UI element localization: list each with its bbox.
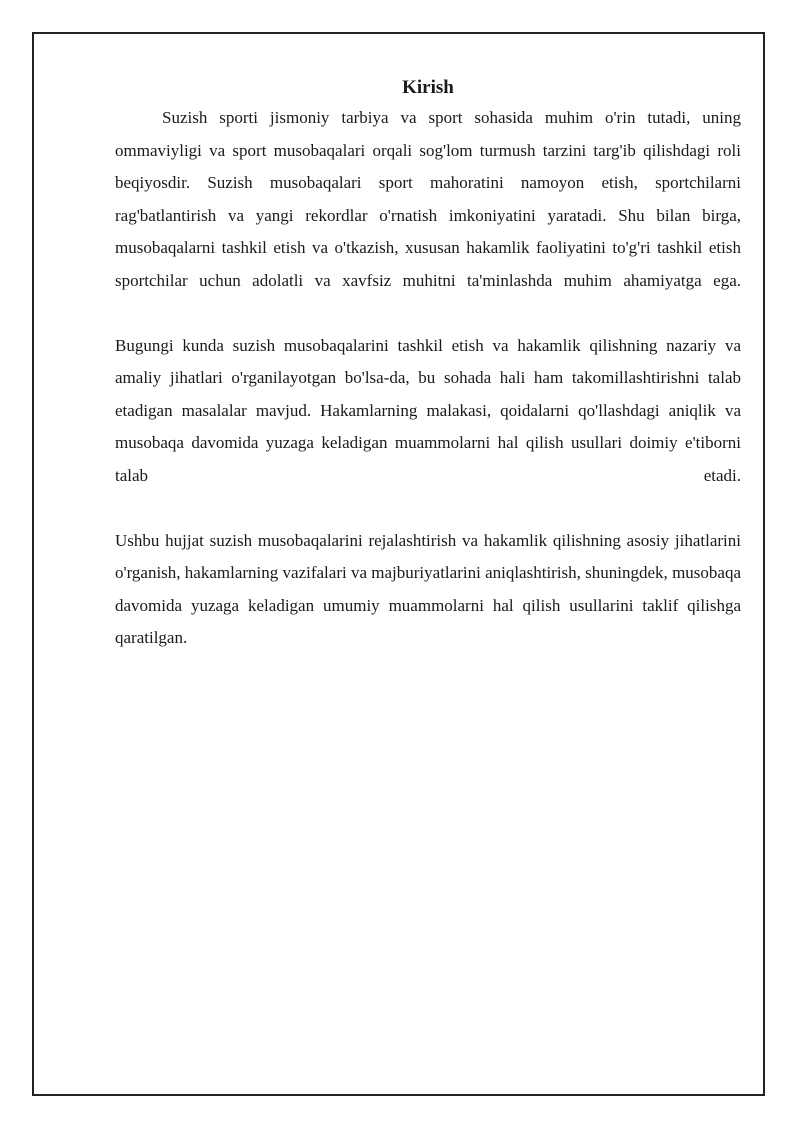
paragraph-problems: Bugungi kunda suzish musobaqalarini tashkil etish va hakamlik qilishning nazariy va amaliy jihatlari o'rganilayotgan bo'lsa-da, bu sohada hali ham takomillashtirishni talab etadigan masalalar mavjud. Hakamlarning malakasi, qoidalarni qo'llashdagi aniqlik va musobaqa davomida yuzaga keladigan muammolarni hal qilish usullari doimiy e'tiborni talab etadi. <box>115 335 741 485</box>
paragraph-gap <box>115 493 741 525</box>
paragraph-gap <box>115 298 741 330</box>
document-body <box>115 74 741 655</box>
document-title: Kirish <box>402 77 454 98</box>
paragraph-intro: Suzish sporti jismoniy tarbiya va sport sohasida muhim o'rin tutadi, uning ommaviyligi va sport musobaqalari orqali sog'lom turmush tarzini targ'ib qilishdagi roli beqiyosdir. Suzish musobaqalari sport mahoratini namoyon etish, sportchilarni rag'batlantirish va yangi rekordlar o'rnatish imkoniyatini yaratadi. Shu bilan birga, musobaqalarni tashkil etish va o'tkazish, xususan hakamlik faoliyatini to'g'ri tashkil etish sportchilar uchun adolatli va xavfsiz muhitni ta'minlashda muhim ahamiyatga ega. <box>115 108 741 290</box>
paragraph-purpose: Ushbu hujjat suzish musobaqalarini rejalashtirish va hakamlik qilishning asosiy jihatlarini o'rganish, hakamlarning vazifalari va majburiyatlarini aniqlashtirish, shuningdek, musobaqa davomida yuzaga keladigan umumiy muammolarni hal qilish usullarini taklif qilishga qaratilgan. <box>115 530 741 648</box>
